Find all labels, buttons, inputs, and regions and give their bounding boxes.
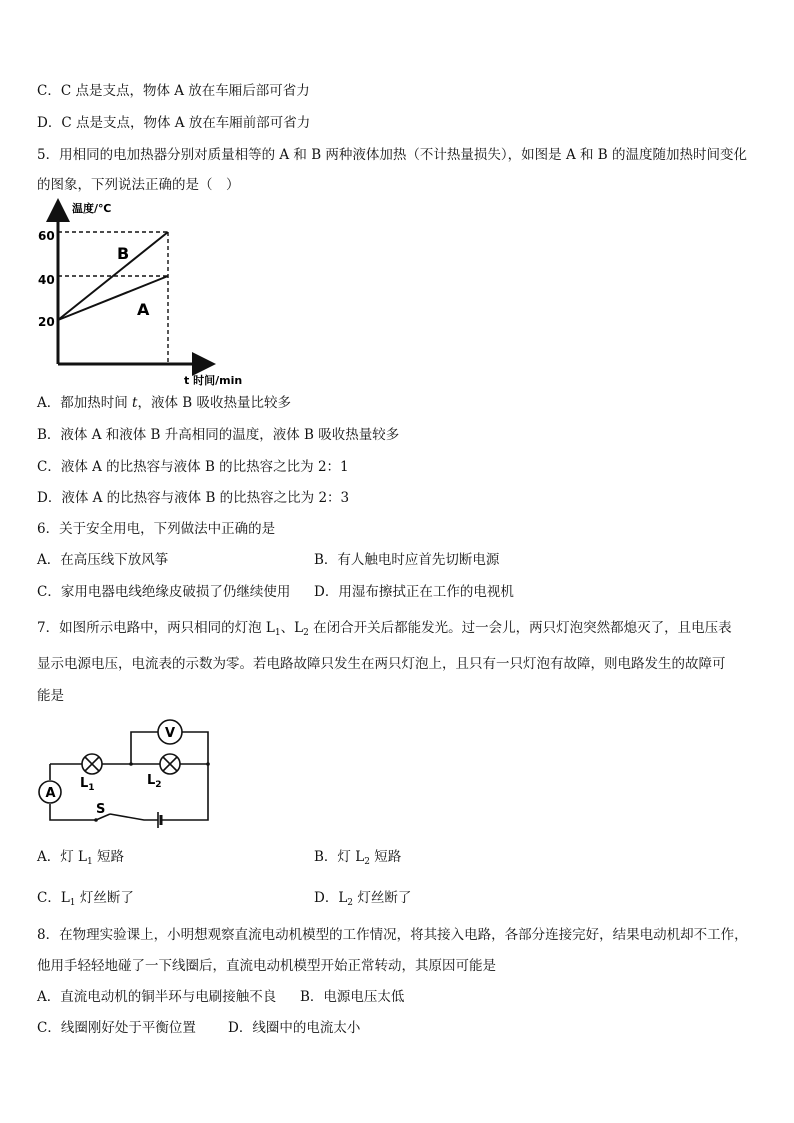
q5-option-d: D．液体 A 的比热容与液体 B 的比热容之比为 2：3	[37, 490, 350, 506]
ammeter-symbol	[39, 781, 61, 803]
q5-temperature-graph	[30, 198, 260, 390]
series-line-a	[58, 276, 168, 320]
q8-option-a: A．直流电动机的铜半环与电刷接触不良	[37, 989, 277, 1005]
switch-contact-dot	[94, 818, 98, 822]
q8-option-d: D．线圈中的电流太小	[228, 1020, 361, 1036]
q8-stem-line1: 8．在物理实验课上，小明想观察直流电动机模型的工作情况，将其接入电路，各部分连接完好，结果电动机却不工作，	[37, 927, 748, 943]
y-tick-40: 40	[38, 273, 55, 287]
lamp-l1-label: $L_1$	[80, 776, 95, 793]
q7-option-b: B．灯 $L_2$ 短路	[314, 849, 402, 867]
q7-option-a: A．灯 $L_1$ 短路	[37, 849, 125, 867]
q6-option-a: A．在高压线下放风筝	[37, 552, 169, 568]
q4-option-c: C．C 点是支点，物体 A 放在车厢后部可省力	[37, 83, 310, 99]
switch-label: S	[96, 802, 106, 817]
voltmeter-label: V	[165, 726, 176, 741]
junction-dot-left	[129, 762, 133, 766]
q8-option-c: C．线圈刚好处于平衡位置	[37, 1020, 196, 1036]
lamp-l1-symbol	[82, 754, 102, 774]
q4-option-d: D．C 点是支点，物体 A 放在车厢前部可省力	[37, 115, 311, 131]
graph-y-label: 温度/℃	[72, 202, 112, 215]
q5-stem-line1: 5．用相同的电加热器分别对质量相等的 A 和 B 两种液体加热（不计热量损失），如图是 A 和 B 的温度随加热时间变化	[37, 147, 748, 163]
junction-dot-right	[206, 762, 210, 766]
q6-option-b: B．有人触电时应首先切断电源	[314, 552, 500, 568]
q5-option-b: B．液体 A 和液体 B 升高相同的温度，液体 B 吸收热量较多	[37, 427, 400, 443]
series-label-b: B	[117, 244, 130, 263]
y-tick-20: 20	[38, 315, 55, 329]
q7-option-d: D．$L_2$ 灯丝断了	[314, 890, 412, 908]
q5-option-a: A．都加热时间 t，液体 B 吸收热量比较多	[37, 395, 291, 411]
series-label-a: A	[137, 300, 150, 319]
q7-circuit-diagram	[34, 712, 220, 830]
ammeter-label: A	[45, 786, 56, 801]
q5-stem-line2: 的图象，下列说法正确的是（ ）	[37, 177, 240, 193]
lamp-l2-symbol	[160, 754, 180, 774]
q8-option-b: B．电源电压太低	[300, 989, 405, 1005]
lamp-l2-label: $L_2$	[147, 773, 162, 790]
voltmeter-symbol	[158, 720, 182, 744]
y-tick-60: 60	[38, 229, 55, 243]
q7-stem-line1: 7．如图所示电路中，两只相同的灯泡 $L_1$、$L_2$ 在闭合开关后都能发光。过一会儿，两只灯泡突然都熄灭了，且电压表	[37, 620, 732, 638]
q7-stem-line2: 显示电源电压，电流表的示数为零。若电路故障只发生在两只灯泡上，且只有一只灯泡有故障，则电路发生的故障可	[37, 656, 726, 672]
q7-stem-line3: 能是	[37, 688, 64, 704]
q5-option-c: C．液体 A 的比热容与液体 B 的比热容之比为 2：1	[37, 459, 349, 475]
q6-option-c: C．家用电器电线绝缘皮破损了仍继续使用	[37, 584, 291, 600]
q6-option-d: D．用湿布擦拭正在工作的电视机	[314, 584, 514, 600]
q6-stem: 6．关于安全用电，下列做法中正确的是	[37, 521, 276, 537]
battery-symbol	[158, 812, 161, 828]
graph-x-label: t 时间/min	[184, 374, 243, 387]
q8-stem-line2: 他用手轻轻地碰了一下线圈后，直流电动机模型开始正常转动，其原因可能是	[37, 958, 496, 974]
q7-option-c: C．$L_1$ 灯丝断了	[37, 890, 134, 908]
